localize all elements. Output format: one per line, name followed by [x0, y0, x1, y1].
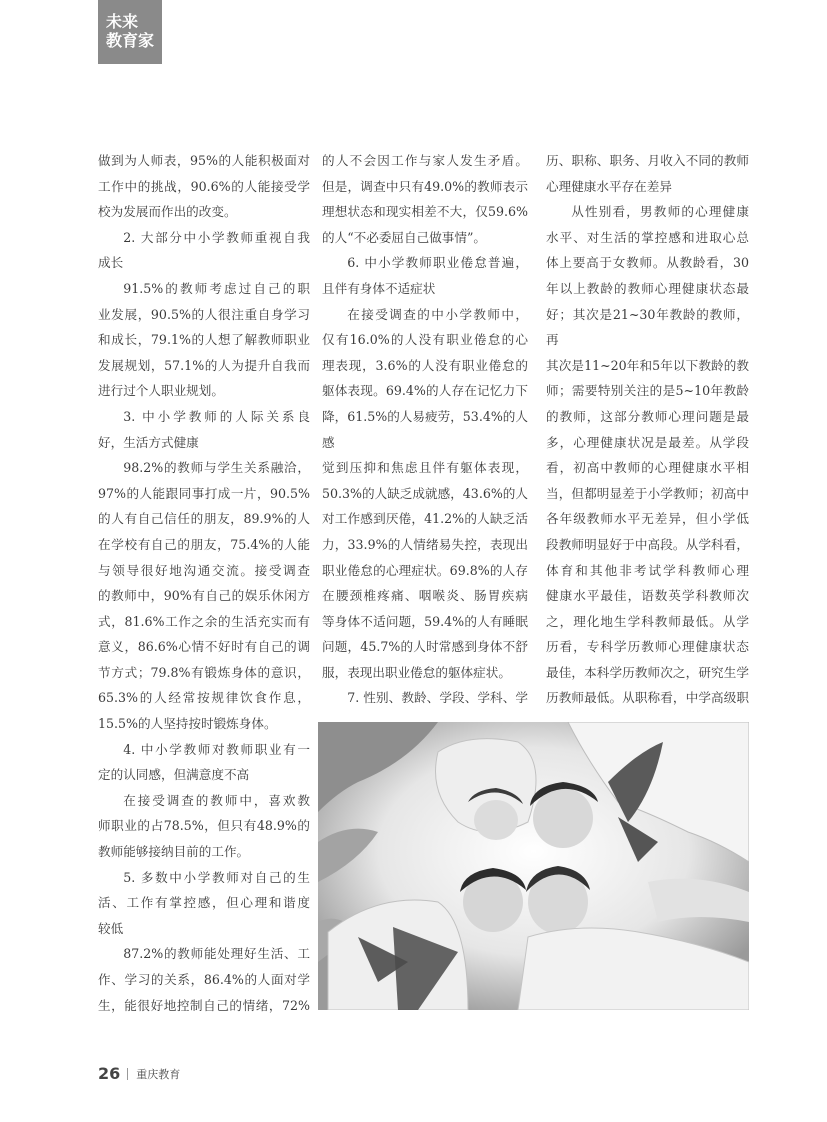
paragraph-line: 作、学习的关系，86.4%的人面对学 — [98, 972, 310, 987]
paragraph-line: 健康水平最佳，语数英学科教师次 — [546, 588, 749, 604]
magazine-name: 重庆教育 — [136, 1067, 181, 1081]
paragraph-line: 在接受调查的教师中，喜欢教 — [123, 792, 310, 808]
text-column-2 — [322, 148, 528, 711]
paragraph-line: 好，生活方式健康 — [98, 434, 199, 450]
paragraph-line: 服，表现出职业倦怠的躯体症状。 — [322, 664, 511, 680]
paragraph-line: 活、工作有掌控感，但心理和谐度 — [98, 895, 310, 911]
students-photo-illustration — [318, 722, 749, 1010]
paragraph-line: 体育和其他非考试学科教师心理 — [546, 562, 749, 578]
paragraph-line: 觉到压抑和焦虑且伴有躯体表现， — [322, 460, 528, 476]
paragraph-line: 师；需要特别关注的是5~10年教龄 — [546, 383, 749, 399]
paragraph-line: 65.3%的人经常按规律饮食作息， — [98, 690, 310, 706]
section-tab — [98, 0, 162, 64]
paragraph-line: 教师能够接纳目前的工作。 — [98, 844, 250, 860]
paragraph-line: 6. 中小学教师职业倦怠普遍， — [347, 255, 528, 271]
paragraph-line: 看，初高中教师的心理健康水平相 — [546, 460, 749, 476]
paragraph-line: 理想状态和现实相差不大，仅59.6% — [322, 204, 528, 220]
paragraph-line: 的人有自己信任的朋友，89.9%的人 — [98, 511, 310, 527]
paragraph-line: 仅有16.0%的人没有职业倦怠的心 — [322, 332, 528, 348]
paragraph-line: 理表现，3.6%的人没有职业倦怠的 — [322, 357, 528, 373]
page-number: 26 — [98, 1064, 121, 1083]
paragraph-line: 发展规划，57.1%的人为提升自我而 — [98, 357, 310, 373]
paragraph-line: 工作中的挑战，90.6%的人能接受学 — [98, 178, 310, 194]
paragraph-line: 在接受调查的中小学教师中， — [347, 306, 528, 322]
paragraph-line: 问题，45.7%的人时常感到身体不舒 — [322, 639, 528, 655]
paragraph-line: 年以上教龄的教师心理健康状态最 — [546, 280, 749, 296]
paragraph-line: 历、职称、职务、月收入不同的教师 — [546, 153, 749, 168]
paragraph-line: 的人“不必委屈自己做事情”。 — [322, 229, 487, 245]
paragraph-line: 最佳，本科学历教师次之，研究生学 — [546, 664, 749, 680]
paragraph-line: 的人不会因工作与家人发生矛盾。 — [322, 153, 528, 168]
footer-divider — [127, 1068, 128, 1080]
paragraph-line: 的教师中，90%有自己的娱乐休闲方 — [98, 588, 310, 604]
paragraph-line: 7. 性别、教龄、学段、学科、学 — [347, 690, 528, 706]
paragraph-line: 意义，86.6%心情不好时有自己的调 — [98, 639, 310, 655]
paragraph-line: 定的认同感，但满意度不高 — [98, 767, 250, 783]
paragraph-line: 91.5%的教师考虑过自己的职 — [123, 280, 310, 296]
paragraph-line: 职业倦怠的心理症状。69.8%的人存 — [322, 562, 528, 578]
paragraph-line: 当，但都明显差于小学教师；初高中 — [546, 485, 749, 501]
paragraph-line: 且伴有身体不适症状 — [322, 280, 436, 296]
text-column-3 — [546, 148, 749, 711]
paragraph-line: 97%的人能跟同事打成一片，90.5% — [98, 485, 310, 501]
paragraph-line: 体上要高于女教师。从教龄看，30 — [546, 255, 749, 271]
text-column-1 — [98, 148, 310, 1018]
paragraph-line: 15.5%的人坚持按时锻炼身体。 — [98, 716, 277, 732]
paragraph-line: 力，33.9%的人情绪易失控，表现出 — [322, 536, 528, 552]
paragraph-line: 其次是11~20年和5年以下教龄的教 — [546, 357, 749, 373]
paragraph-line: 与领导很好地沟通交流。接受调查 — [98, 562, 310, 578]
paragraph-line: 4. 中小学教师对教师职业有一 — [123, 741, 310, 757]
paragraph-line: 多，心理健康状况是最差。从学段 — [546, 434, 749, 450]
paragraph-line: 好；其次是21~30年教龄的教师，再 — [546, 306, 749, 348]
paragraph-line: 生，能很好地控制自己的情绪，72% — [98, 997, 310, 1013]
section-tab-line2: 教育家 — [106, 31, 155, 50]
paragraph-line: 从性别看，男教师的心理健康 — [571, 204, 749, 220]
paragraph-line: 校为发展而作出的改变。 — [98, 204, 237, 220]
paragraph-line: 87.2%的教师能处理好生活、工 — [123, 946, 310, 962]
paragraph-line: 师职业的占78.5%，但只有48.9%的 — [98, 818, 310, 834]
paragraph-line: 业发展，90.5%的人很注重自身学习 — [98, 306, 310, 322]
paragraph-line: 的教师，这部分教师心理问题是最 — [546, 408, 749, 424]
paragraph-line: 50.3%的人缺乏成就感，43.6%的人 — [322, 485, 528, 501]
paragraph-line: 水平、对生活的掌控感和进取心总 — [546, 229, 749, 245]
page-footer — [98, 1064, 180, 1083]
paragraph-line: 节方式；79.8%有锻炼身体的意识， — [98, 664, 310, 680]
paragraph-line: 之，理化地生学科教师最低。从学 — [546, 613, 749, 629]
paragraph-line: 进行过个人职业规划。 — [98, 383, 224, 399]
paragraph-line: 做到为人师表，95%的人能积极面对 — [98, 153, 310, 168]
section-tab-line1: 未来 — [106, 12, 139, 31]
paragraph-line: 式，81.6%工作之余的生活充实而有 — [98, 613, 310, 629]
paragraph-line: 2. 大部分中小学教师重视自我 — [123, 229, 310, 245]
paragraph-line: 段教师明显好于中高段。从学科看， — [546, 536, 749, 552]
paragraph-line: 等身体不适问题，59.4%的人有睡眠 — [322, 613, 528, 629]
paragraph-line: 98.2%的教师与学生关系融洽， — [123, 460, 310, 476]
paragraph-line: 和成长，79.1%的人想了解教师职业 — [98, 332, 310, 348]
paragraph-line: 心理健康水平存在差异 — [546, 178, 672, 194]
paragraph-line: 成长 — [98, 255, 124, 271]
students-photo — [318, 722, 749, 1010]
paragraph-line: 对工作感到厌倦，41.2%的人缺乏活 — [322, 511, 528, 527]
paragraph-line: 较低 — [98, 920, 124, 936]
paragraph-line: 降，61.5%的人易疲劳，53.4%的人感 — [322, 408, 528, 450]
paragraph-line: 各年级教师水平无差异，但小学低 — [546, 511, 749, 527]
paragraph-line: 历教师最低。从职称看，中学高级职 — [546, 690, 749, 706]
paragraph-line: 躯体表现。69.4%的人存在记忆力下 — [322, 383, 528, 399]
paragraph-line: 3. 中小学教师的人际关系良 — [123, 408, 310, 424]
paragraph-line: 历看，专科学历教师心理健康状态 — [546, 639, 749, 655]
paragraph-line: 在腰颈椎疼痛、咽喉炎、肠胃疾病 — [322, 588, 528, 604]
paragraph-line: 5. 多数中小学教师对自己的生 — [123, 869, 310, 885]
paragraph-line: 但是，调查中只有49.0%的教师表示 — [322, 178, 528, 194]
paragraph-line: 在学校有自己的朋友，75.4%的人能 — [98, 536, 310, 552]
